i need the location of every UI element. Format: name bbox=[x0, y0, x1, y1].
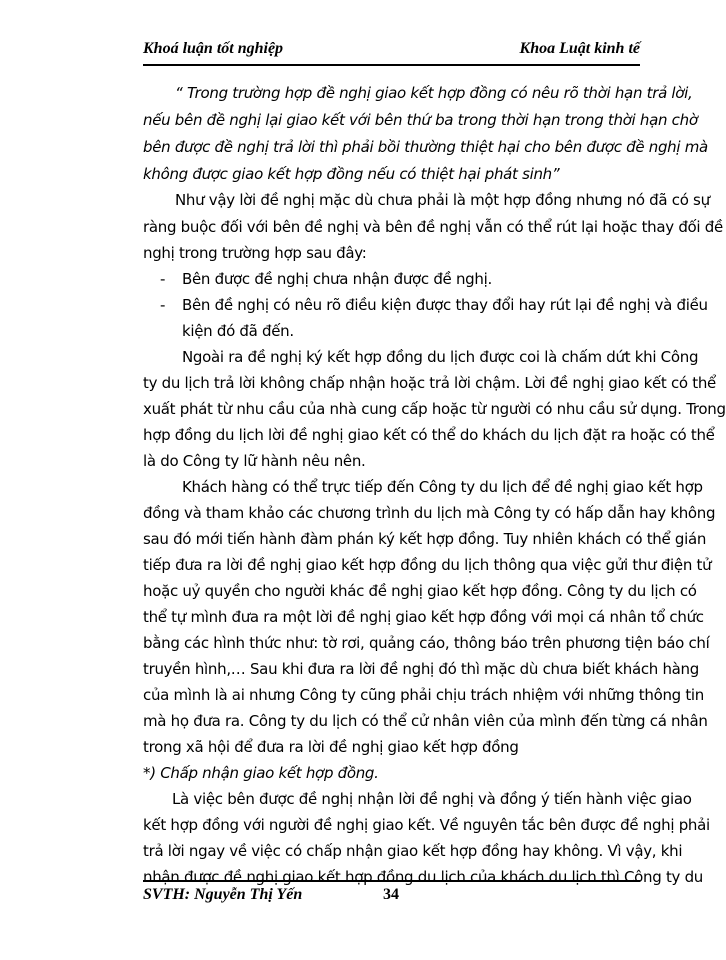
page-number: 34 bbox=[383, 886, 399, 903]
header-left: Khoá luận tốt nghiệp bbox=[143, 40, 284, 57]
text-line: của mình là ai nhưng Công ty cũng phải chịu trách nhiệm với những thông tin bbox=[143, 686, 704, 704]
text-line: xuất phát từ nhu cầu của nhà cung cấp hoặc từ người có nhu cầu sử dụng. Trong bbox=[143, 400, 726, 418]
bullet-marker: - bbox=[160, 296, 166, 314]
text-line: Bên đề nghị có nêu rõ điều kiện được thay đổi hay rút lại đề nghị và điều bbox=[182, 296, 708, 314]
text-line: Bên được đề nghị chưa nhận được đề nghị. bbox=[182, 270, 492, 288]
text-line: sau đó mới tiến hành đàm phán ký kết hợp đồng. Tuy nhiên khách có thể gián bbox=[143, 530, 707, 548]
text-line: truyền hình,… Sau khi đưa ra lời đề nghị đó thì mặc dù chưa biết khách hàng bbox=[143, 660, 699, 678]
text-line: là do Công ty lữ hành nêu nên. bbox=[143, 452, 366, 470]
text-line: tiếp đưa ra lời đề nghị giao kết hợp đồng du lịch thông qua việc gửi thư điện tử bbox=[143, 556, 712, 574]
text-line: kiện đó đã đến. bbox=[182, 322, 294, 340]
header-right: Khoa Luật kinh tế bbox=[519, 40, 640, 57]
text-line: Như vậy lời đề nghị mặc dù chưa phải là một hợp đồng nhưng nó đã có sự bbox=[175, 191, 710, 209]
text-line: trả lời ngay về việc có chấp nhận giao kết hợp đồng hay không. Vì vậy, khi bbox=[143, 842, 683, 860]
text-line: ty du lịch trả lời không chấp nhận hoặc trả lời chậm. Lời đề nghị giao kết có thể bbox=[143, 374, 716, 392]
text-line: nghị trong trường hợp sau đây: bbox=[143, 244, 367, 262]
page-footer bbox=[143, 880, 640, 912]
text-line: *) Chấp nhận giao kết hợp đồng. bbox=[143, 764, 379, 782]
text-line: trong xã hội để đưa ra lời đề nghị giao kết hợp đồng bbox=[143, 738, 519, 756]
text-line: Ngoài ra đề nghị ký kết hợp đồng du lịch được coi là chấm dứt khi Công bbox=[182, 348, 699, 366]
text-line: hoặc uỷ quyền cho người khác đề nghị giao kết hợp đồng. Công ty du lịch có bbox=[143, 582, 697, 600]
text-line: đồng và tham khảo các chương trình du lịch mà Công ty có hấp dẫn hay không bbox=[143, 504, 716, 522]
text-line: thể tự mình đưa ra một lời đề nghị giao kết hợp đồng với mọi cá nhân tổ chức bbox=[143, 608, 704, 626]
text-line: nếu bên đề nghị lại giao kết với bên thứ ba trong thời hạn trong thời hạn chờ bbox=[143, 111, 698, 129]
bullet-marker: - bbox=[160, 270, 166, 288]
page-header bbox=[143, 38, 640, 66]
text-line: không được giao kết hợp đồng nếu có thiệt hại phát sinh” bbox=[143, 165, 560, 183]
text-line: bên được đề nghị trả lời thì phải bồi thường thiệt hại cho bên được đề nghị mà bbox=[143, 138, 708, 156]
text-line: Là việc bên được đề nghị nhận lời đề nghị và đồng ý tiến hành việc giao bbox=[172, 790, 692, 808]
text-line: hợp đồng du lịch lời đề nghị giao kết có thể do khách du lịch đặt ra hoặc có thể bbox=[143, 426, 715, 444]
text-line: Khách hàng có thể trực tiếp đến Công ty du lịch để đề nghị giao kết hợp bbox=[182, 478, 703, 496]
text-line: mà họ đưa ra. Công ty du lịch có thể cử nhân viên của mình đến từng cá nhân bbox=[143, 712, 708, 730]
text-line: “ Trong trường hợp đề nghị giao kết hợp đồng có nêu rõ thời hạn trả lời, bbox=[175, 84, 693, 102]
text-line: bằng các hình thức như: tờ rơi, quảng cáo, thông báo trên phương tiện báo chí bbox=[143, 634, 710, 652]
text-line: nhận được đề nghị giao kết hợp đồng du lịch của khách du lịch thì Công ty du bbox=[143, 868, 704, 886]
text-line: ràng buộc đối với bên đề nghị và bên đề nghị vẫn có thể rút lại hoặc thay đối đề bbox=[143, 218, 723, 236]
text-line: kết hợp đồng với người đề nghị giao kết. Về nguyên tắc bên được đề nghị phải bbox=[143, 816, 710, 834]
footer-author: SVTH: Nguyễn Thị Yến bbox=[143, 886, 303, 903]
